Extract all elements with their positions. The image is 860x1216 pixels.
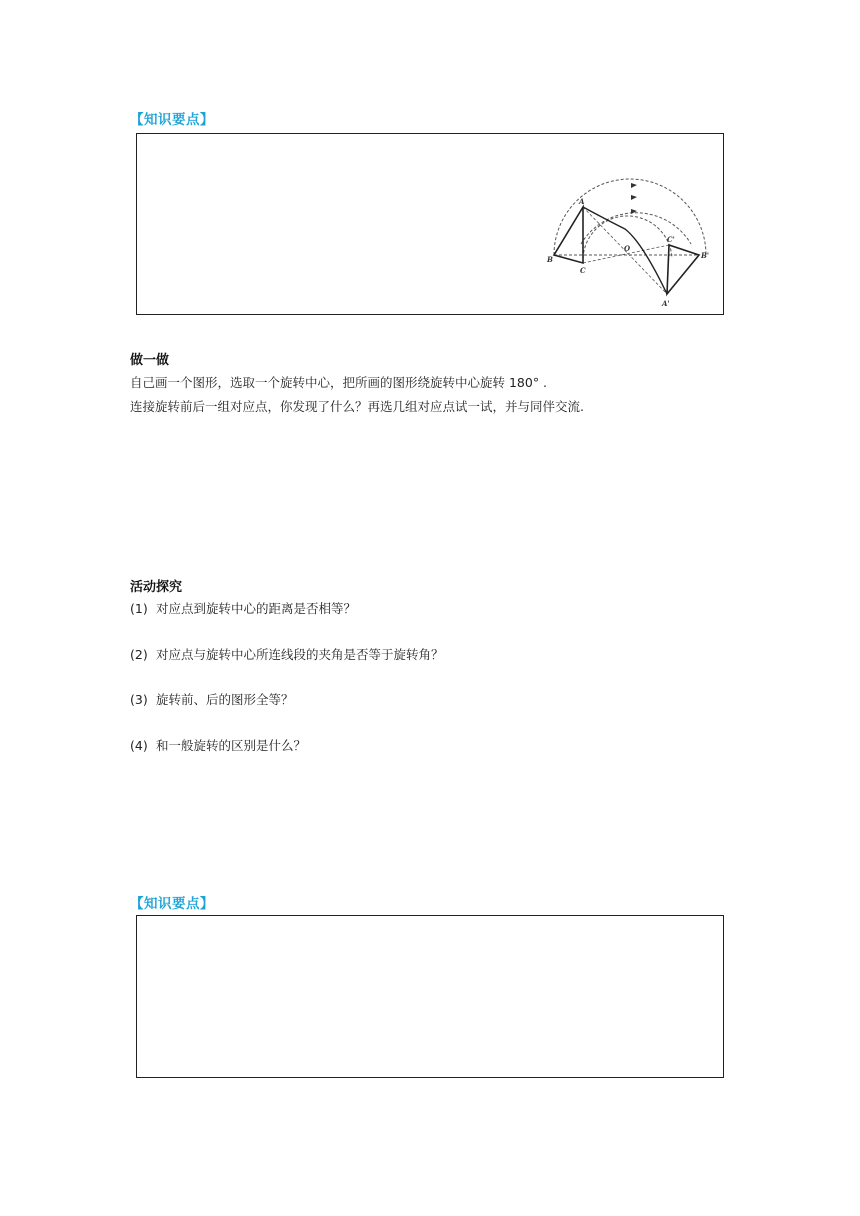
activity-question-3 [130,690,294,708]
knowledge-points-heading-2: 【知识要点】 [130,896,214,912]
triangle-AprimeBprimeCprime [667,245,699,294]
question-number: (4) [130,738,148,753]
try-it-title: 做一做 [130,353,170,368]
knowledge-points-heading-1: 【知识要点】 [130,112,214,128]
question-number: (3) [130,692,148,707]
knowledge-points-box-1 [136,133,724,315]
label-O: O [624,244,631,253]
label-A: A [579,197,585,206]
label-B: B [547,255,553,264]
arrow-middle [631,195,637,200]
question-text: 对应点与旋转中心所连线段的夹角是否等于旋转角？ [156,647,444,662]
label-A-prime: A' [662,299,670,308]
label-C: C [580,266,586,275]
rotation-figure [537,172,717,312]
activity-title: 活动探究 [130,580,183,595]
arc-inner [583,216,672,263]
question-text: 对应点到旋转中心的距离是否相等？ [156,601,357,616]
activity-question-2 [130,645,444,663]
triangle-ABC [554,207,583,263]
label-B-prime: B' [701,251,710,260]
question-text: 和一般旋转的区别是什么？ [156,738,307,753]
knowledge-points-box-2 [136,915,724,1078]
question-number: (2) [130,647,148,662]
question-text: 旋转前、后的图形全等？ [156,692,294,707]
activity-question-4 [130,736,306,754]
try-it-line-2: 连接旋转前后一组对应点，你发现了什么？再选几组对应点试一试，并与同伴交流. [130,399,584,414]
arrow-inner [631,209,637,214]
activity-question-1 [130,599,356,617]
question-number: (1) [130,601,148,616]
try-it-line-1: 自己画一个图形，选取一个旋转中心，把所画的图形绕旋转中心旋转 180° . [130,375,548,390]
arrow-outer [631,183,637,188]
label-C-prime: C' [667,235,675,244]
